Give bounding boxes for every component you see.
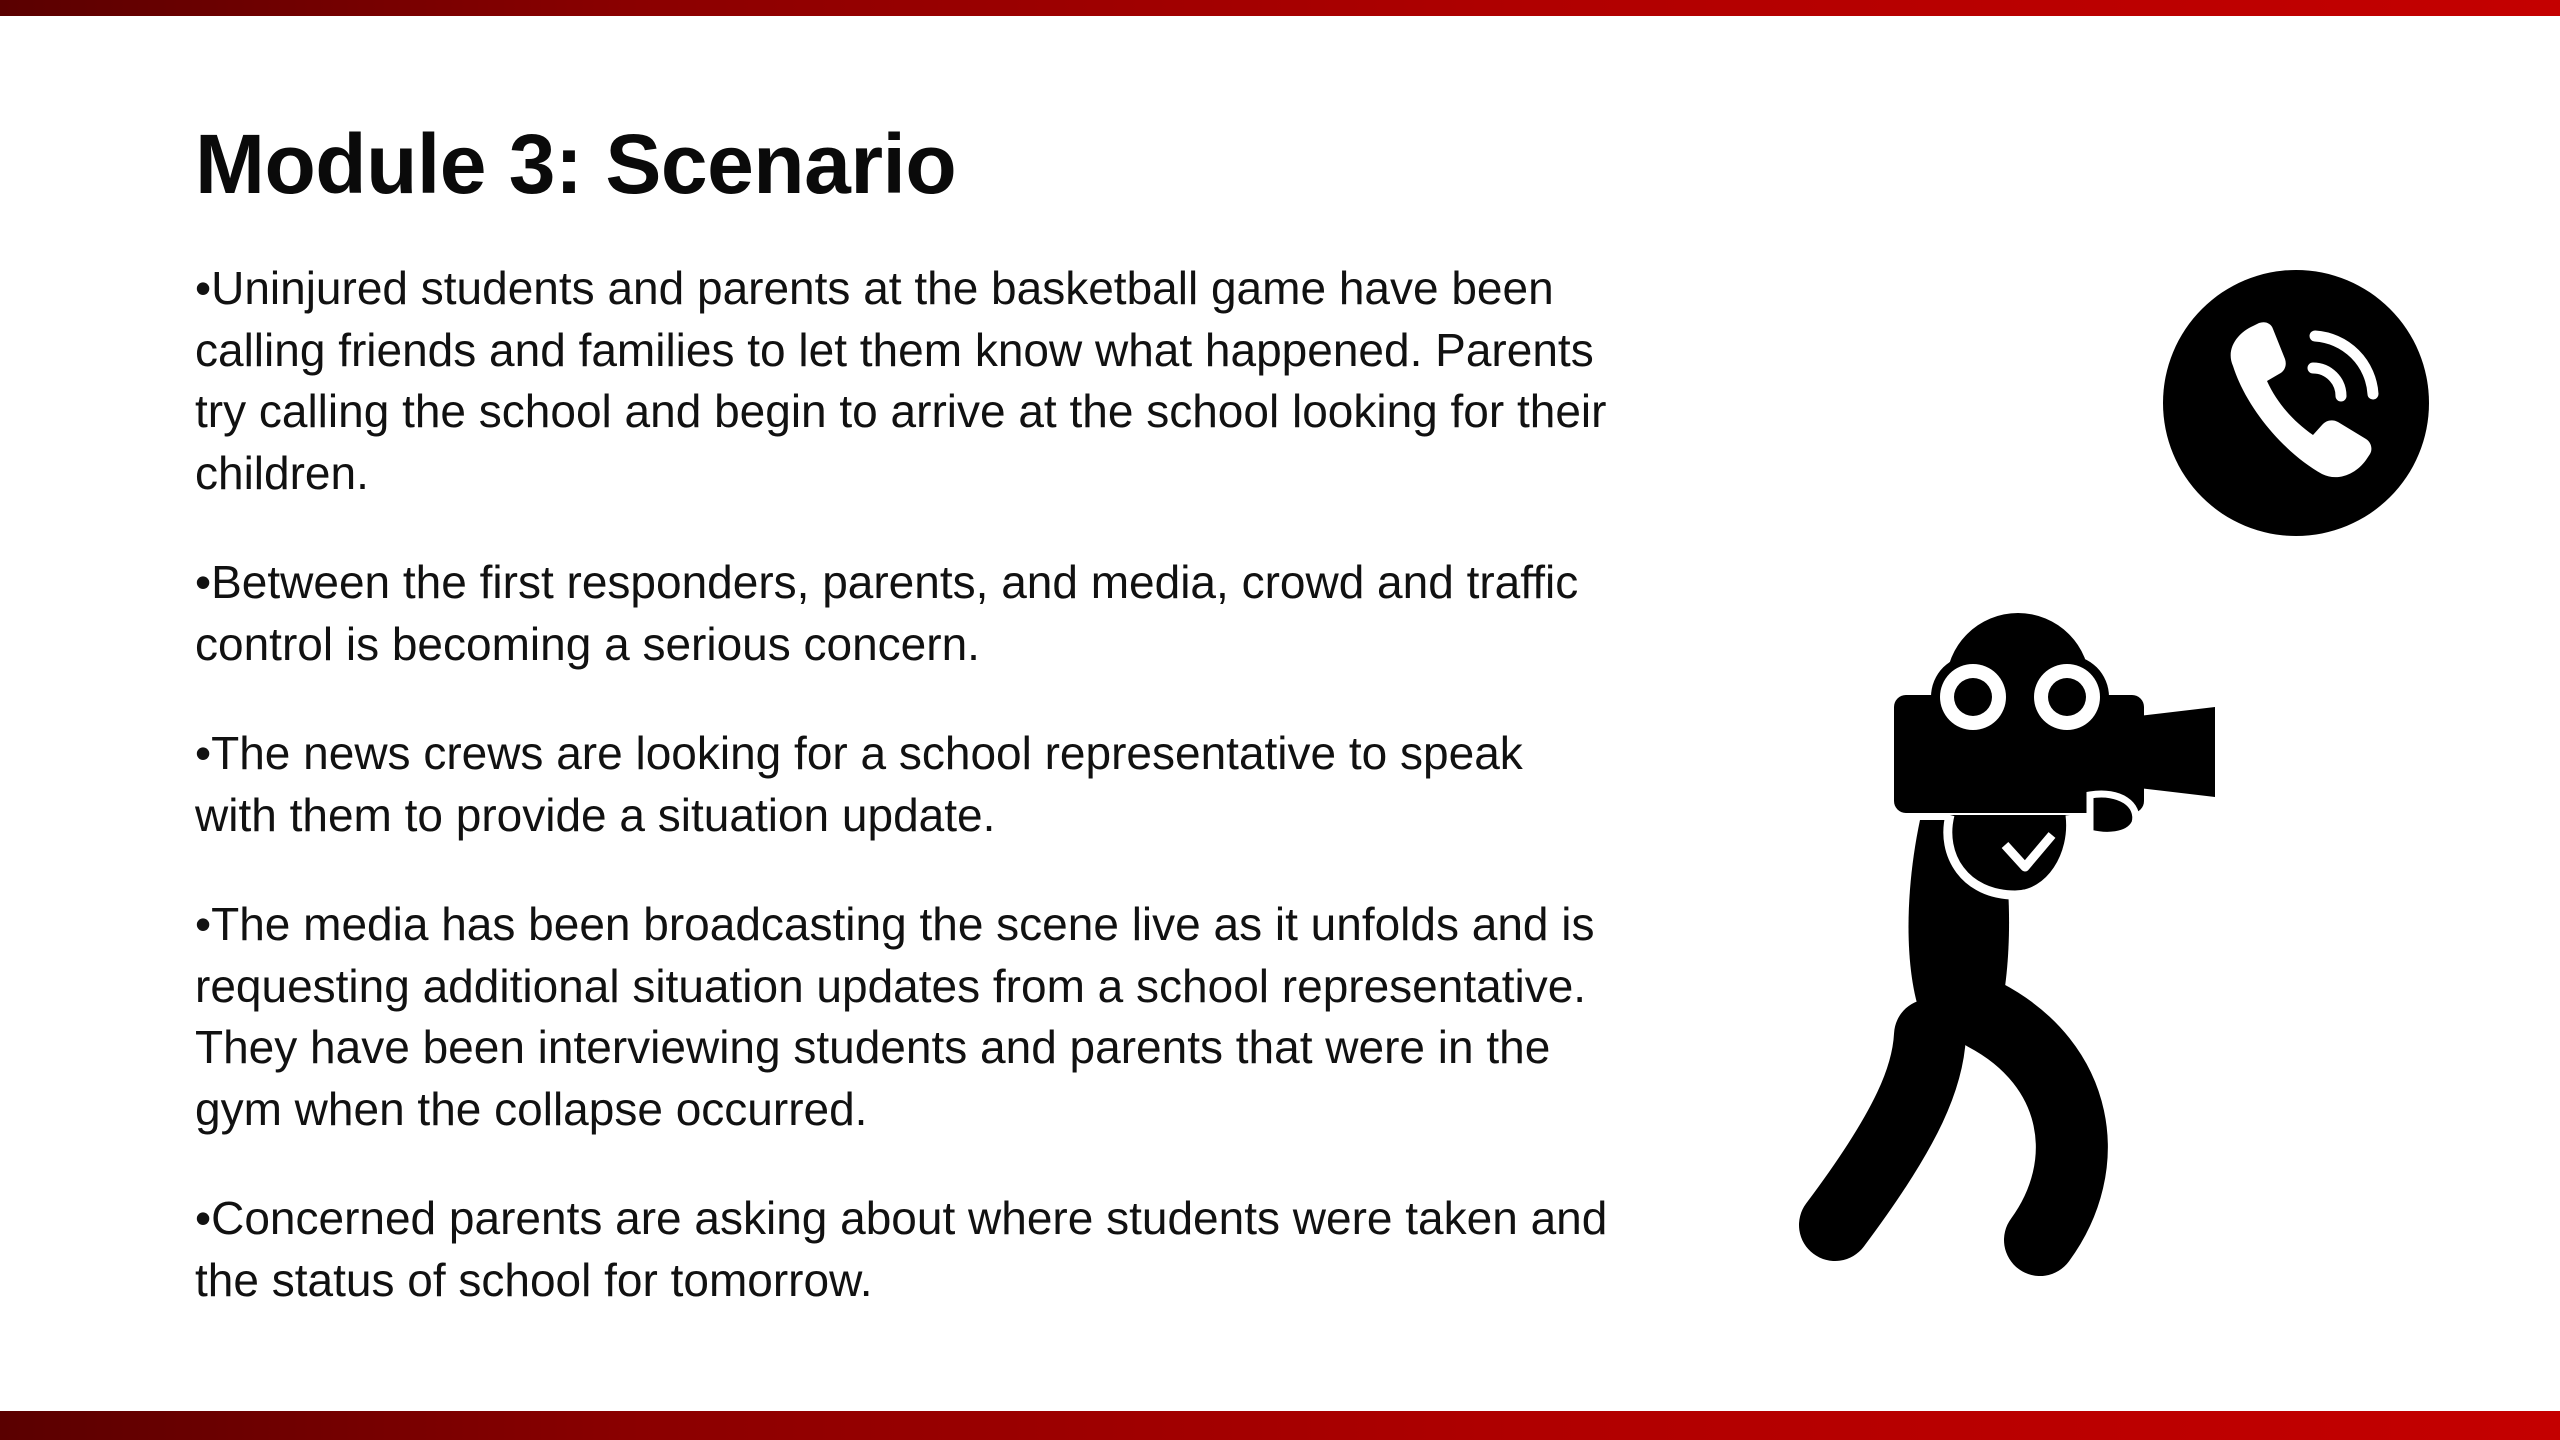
bullet-item: •Between the first responders, parents, and media, crowd and traffic control is becoming a serious concern. [195,556,1579,670]
camera-operator-icon [1790,605,2230,1285]
phone-call-icon [2163,270,2429,536]
bullet-item: •Concerned parents are asking about where students were taken and the status of school for tomorrow. [195,1192,1608,1306]
bullet-item: •The media has been broadcasting the scene live as it unfolds and is requesting additional situation updates from a school representative. They have been interviewing students and parents that were in the gym when the collapse occurred. [195,898,1595,1135]
top-accent-bar [0,0,2560,16]
bullet-item: •The news crews are looking for a school representative to speak with them to provide a situation update. [195,727,1523,841]
bottom-accent-bar [0,1411,2560,1440]
bullet-list [195,258,1615,1359]
slide-title: Module 3: Scenario [195,117,957,211]
bullet-item: •Uninjured students and parents at the basketball game have been calling friends and families to let them know what happened. Parents try calling the school and begin to arrive at the school looking for their children. [195,262,1607,499]
